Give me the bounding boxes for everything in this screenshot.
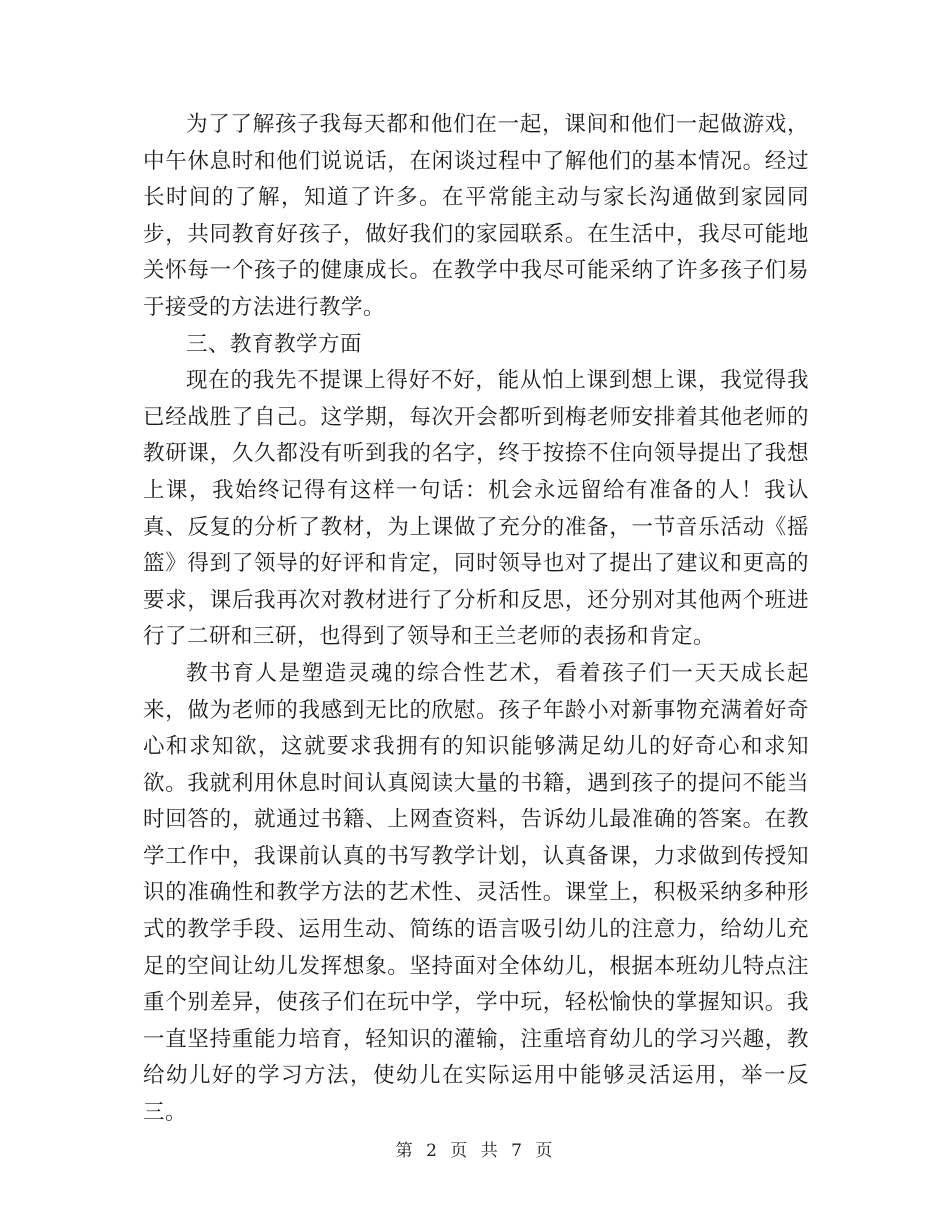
section-heading-teaching: 三、教育教学方面 [186, 331, 363, 357]
paragraph-understanding-children: 为了了解孩子我每天都和他们在一起，课间和他们一起做游戏，中午休息时和他们说说话，在闲谈过程中了解他们的基本情况。经过长时间的了解，知道了许多。在平常能主动与家长沟通做到家园同步，共同教育好孩子，做好我们的家园联系。在生活中，我尽可能地关怀每一个孩子的健康成长。在教学中我尽可能采纳了许多孩子们易于接受的方法进行教学。 [143, 112, 809, 320]
paragraph-education-art: 教书育人是塑造灵魂的综合性艺术，看着孩子们一天天成长起来，做为老师的我感到无比的欣慰。孩子年龄小对新事物充满着好奇心和求知欲，这就要求我拥有的知识能够满足幼儿的好奇心和求知欲。我就利用休息时间认真阅读大量的书籍，遇到孩子的提问不能当时回答的，就通过书籍、上网查资料，告诉幼儿最准确的答案。在教学工作中，我课前认真的书写教学计划，认真备课，力求做到传授知识的准确性和教学方法的艺术性、灵活性。课堂上，积极采纳多种形式的教学手段、运用生动、简练的语言吸引幼儿的注意力，给幼儿充足的空间让幼儿发挥想象。坚持面对全体幼儿，根据本班幼儿特点注重个别差异，使孩子们在玩中学，学中玩，轻松愉快的掌握知识。我一直坚持重能力培育，轻知识的灌输，注重培育幼儿的学习兴趣，教给幼儿好的学习方法，使幼儿在实际运用中能够灵活运用，举一反三。 [143, 660, 809, 1126]
page-number-footer: 第 2 页 共 7 页 [395, 1141, 555, 1161]
paragraph-teaching-lessons: 现在的我先不提课上得好不好，能从怕上课到想上课，我觉得我已经战胜了自己。这学期，每次开会都听到梅老师安排着其他老师的教研课，久久都没有听到我的名字，终于按捺不住向领导提出了我想上课，我始终记得有这样一句话：机会永远留给有准备的人！我认真、反复的分析了教材，为上课做了充分的准备，一节音乐活动《摇篮》得到了领导的好评和肯定，同时领导也对了提出了建议和更高的要求，课后我再次对教材进行了分析和反思，还分别对其他两个班进行了二研和三研，也得到了领导和王兰老师的表扬和肯定。 [143, 368, 809, 650]
document-body [143, 107, 809, 1132]
